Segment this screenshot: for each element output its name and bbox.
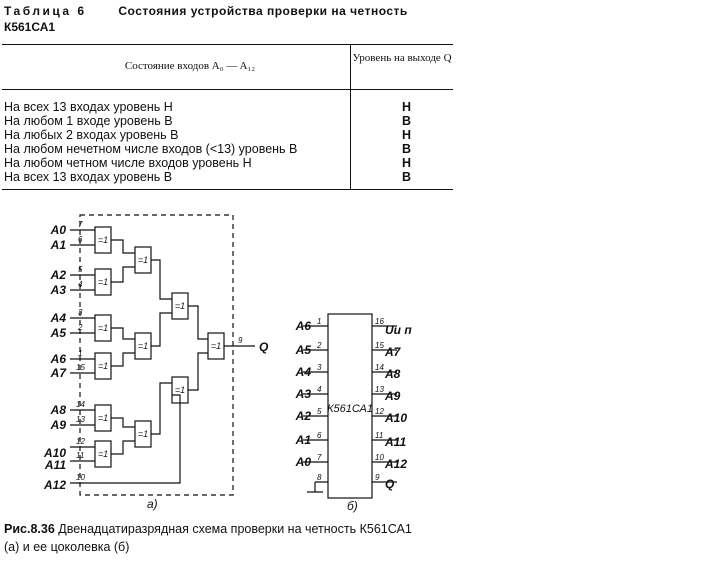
table-row-output: Н — [402, 156, 412, 170]
table-row-condition: На любых 2 входах уровень В — [4, 128, 179, 142]
pin-number: 5 — [317, 407, 322, 416]
table-top-rule — [2, 44, 453, 45]
input-label: A0 — [50, 223, 66, 237]
figure-number: Рис.8.36 — [4, 522, 55, 536]
gate-label: =1 — [137, 341, 149, 351]
figure-caption — [4, 522, 412, 536]
table-row-condition: На любом нечетном числе входов (<13) уровень В — [4, 142, 298, 156]
table-row-output: В — [402, 170, 412, 184]
input-label: A6 — [50, 352, 66, 366]
gate-label: =1 — [97, 361, 109, 371]
pin-number: 7 — [317, 453, 322, 462]
gate-label: =1 — [97, 277, 109, 287]
schematic-sublabel: а) — [147, 497, 158, 511]
pin-number: 12 — [76, 437, 85, 446]
gate-label: =1 — [137, 255, 149, 265]
pin-label: A1 — [295, 433, 311, 447]
pin-number: 9 — [238, 336, 243, 345]
pin-number: 4 — [78, 280, 83, 289]
pin-number: 10 — [76, 473, 85, 482]
table-column-divider — [350, 44, 351, 189]
gate-label: =1 — [174, 385, 186, 395]
table-row-condition: На любом четном числе входов уровень Н — [4, 156, 252, 170]
pin-label: A9 — [385, 389, 401, 403]
gate-label: =1 — [97, 449, 109, 459]
pin-number: 13 — [375, 385, 384, 394]
pin-number: 10 — [375, 453, 384, 462]
input-label: A8 — [50, 403, 66, 417]
pin-number: 1 — [78, 349, 83, 358]
table-row-output: Н — [402, 100, 412, 114]
pin-label: A12 — [385, 457, 408, 471]
input-label: A12 — [43, 478, 66, 492]
pin-number: 9 — [375, 473, 380, 482]
table-row-output: В — [402, 114, 412, 128]
table-row-output: В — [402, 142, 412, 156]
input-label: A3 — [50, 283, 66, 297]
pin-number: 11 — [375, 431, 384, 440]
pin-number: 14 — [375, 363, 384, 372]
pin-label: A10 — [385, 411, 408, 425]
input-label: A1 — [50, 238, 66, 252]
input-label: A7 — [50, 366, 66, 380]
input-label: A4 — [50, 311, 66, 325]
pin-number: 15 — [76, 363, 85, 372]
pin-number: 1 — [317, 317, 322, 326]
input-label: A10 — [43, 446, 66, 460]
pin-number: 2 — [78, 323, 83, 332]
pin-number: 6 — [78, 235, 83, 244]
table-row-condition: На всех 13 входах уровень В — [4, 170, 173, 184]
pin-number: 5 — [78, 265, 83, 274]
pin-number: 12 — [375, 407, 384, 416]
pinout-sublabel: б) — [347, 499, 358, 513]
pin-number: 13 — [76, 415, 85, 424]
table-row-output: Н — [402, 128, 412, 142]
table-caption — [4, 4, 408, 18]
chip-label: К561СА1 — [327, 403, 373, 415]
parity-schematic — [0, 205, 300, 520]
pin-number: 14 — [76, 400, 85, 409]
table-bottom-rule — [2, 189, 453, 190]
gate-label: =1 — [174, 301, 186, 311]
pin-label: Q — [385, 477, 395, 491]
figure-caption-line2: (а) и ее цоколевка (б) — [4, 540, 130, 554]
pin-number: 2 — [317, 341, 322, 350]
pin-label: A3 — [295, 387, 311, 401]
gate-label: =1 — [210, 341, 222, 351]
pin-number: 3 — [78, 308, 83, 317]
chip-pinout — [285, 300, 465, 520]
pin-label: Uи п — [385, 323, 412, 337]
pin-label: A5 — [295, 343, 311, 357]
figure-caption-line1: Двенадцатиразрядная схема проверки на четность К561СА1 — [58, 522, 412, 536]
gate-label: =1 — [97, 413, 109, 423]
pin-number: 15 — [375, 341, 384, 350]
pin-number: 3 — [317, 363, 322, 372]
gate-label: =1 — [97, 235, 109, 245]
table-title: Состояния устройства проверки на четность — [118, 4, 408, 18]
gate-label: =1 — [97, 323, 109, 333]
input-label: A9 — [50, 418, 66, 432]
gate-label: =1 — [137, 429, 149, 439]
pin-number: 11 — [76, 451, 85, 460]
pin-number: 8 — [317, 473, 322, 482]
pin-label: A0 — [295, 455, 311, 469]
table-row-condition: На любом 1 входе уровень В — [4, 114, 173, 128]
pin-label: A2 — [295, 409, 311, 423]
pin-label: A4 — [295, 365, 311, 379]
pin-number: 6 — [317, 431, 322, 440]
input-label: A11 — [44, 458, 66, 472]
input-label: A5 — [50, 326, 66, 340]
table-header-output: Уровень на выходе Q — [352, 52, 452, 64]
pin-number: 16 — [375, 317, 384, 326]
ground-symbol — [307, 482, 323, 492]
input-label: A2 — [50, 268, 66, 282]
pin-label: A7 — [385, 345, 401, 359]
pin-number: 7 — [78, 220, 83, 229]
pin-number: 4 — [317, 385, 322, 394]
table-row-condition: На всех 13 входах уровень Н — [4, 100, 173, 114]
table-header-rule — [2, 89, 453, 90]
pin-label: A6 — [295, 319, 311, 333]
pin-label: A11 — [385, 435, 407, 449]
pin-label: A8 — [385, 367, 401, 381]
table-header-inputs: Состояние входов A₀ — A₁₂ — [124, 60, 256, 72]
table-chip-name: К561СА1 — [4, 20, 56, 34]
table-label: Таблица 6 — [4, 4, 87, 18]
output-label: Q — [259, 340, 269, 354]
